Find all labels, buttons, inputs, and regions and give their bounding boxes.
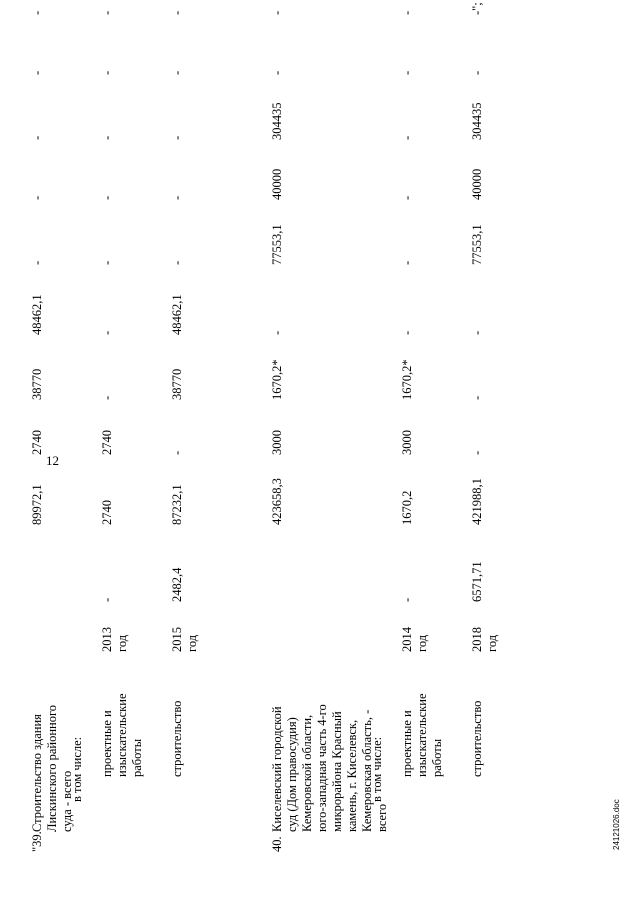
cell-c6: 77553,1 xyxy=(270,224,284,265)
cell-c8: - xyxy=(30,135,44,140)
cell-c7: - xyxy=(170,195,184,200)
cell-c2: 421988,1 xyxy=(470,478,484,525)
cell-c5: 48462,1 xyxy=(170,294,184,335)
cell-c6: 77553,1 xyxy=(470,224,484,265)
cell-desc: проектные и изыскательские работы xyxy=(400,693,444,777)
cell-c1: - xyxy=(400,597,414,602)
cell-c4: 38770 xyxy=(170,368,184,400)
cell-c3: - xyxy=(470,450,484,455)
cell-c5: - xyxy=(470,330,484,335)
cell-no: "39. xyxy=(30,831,44,852)
cell-c3: 2740 xyxy=(100,430,114,455)
cell-c9: - xyxy=(400,70,414,75)
cell-c6: - xyxy=(170,260,184,265)
cell-c8: - xyxy=(100,135,114,140)
cell-c8: 304435 xyxy=(270,102,284,140)
cell-c2: 87232,1 xyxy=(170,484,184,525)
cell-c5: - xyxy=(270,330,284,335)
cell-c10: - xyxy=(100,10,114,15)
cell-c3: 3000 xyxy=(270,430,284,455)
cell-c10: - xyxy=(170,10,184,15)
cell-c7: - xyxy=(400,195,414,200)
cell-c1: 6571,71 xyxy=(470,561,484,602)
cell-desc: проектные и изыскательские работы xyxy=(100,693,144,777)
cell-c2: 2740 xyxy=(100,500,114,525)
cell-c4: - xyxy=(100,395,114,400)
cell-c9: - xyxy=(470,70,484,75)
cell-c9: - xyxy=(270,70,284,75)
cell-c10: - xyxy=(270,10,284,15)
cell-year: 2018 год xyxy=(470,627,499,652)
cell-c2: 89972,1 xyxy=(30,484,44,525)
cell-c9: - xyxy=(170,70,184,75)
cell-c1: 2482,4 xyxy=(170,567,184,602)
cell-c6: - xyxy=(100,260,114,265)
cell-c7: 40000 xyxy=(270,168,284,200)
cell-desc: строительство xyxy=(170,700,184,777)
cell-c5: - xyxy=(400,330,414,335)
cell-desc: строительство xyxy=(470,700,484,777)
cell-c1: - xyxy=(100,597,114,602)
cell-c7: - xyxy=(30,195,44,200)
cell-c6: - xyxy=(30,260,44,265)
cell-year: 2014 год xyxy=(400,627,429,652)
cell-c3: 3000 xyxy=(400,430,414,455)
cell-c3: - xyxy=(170,450,184,455)
cell-year: 2015 год xyxy=(170,627,199,652)
cell-desc: в том числе: xyxy=(70,736,84,802)
cell-c8: - xyxy=(400,135,414,140)
cell-year: 2013 год xyxy=(100,627,129,652)
investment-table xyxy=(30,0,610,860)
footer-filename: 24121026.doc xyxy=(612,799,621,850)
cell-c5: 48462,1 xyxy=(30,294,44,335)
cell-c2: 423658,3 xyxy=(270,478,284,525)
cell-c4: 1670,2* xyxy=(270,359,284,400)
cell-c9: - xyxy=(30,70,44,75)
cell-c3: 2740 xyxy=(30,430,44,455)
cell-c7: 40000 xyxy=(470,168,484,200)
cell-c10: - xyxy=(30,10,44,15)
cell-c5: - xyxy=(100,330,114,335)
cell-desc: Киселевский городской суд (Дом правосудия) Кемеровской области, юго-западная часть 4-го микрорайона Красный камень, г. Киселевск, Кемеровская область, - всего xyxy=(270,704,389,832)
cell-c9: - xyxy=(100,70,114,75)
cell-c2: 1670,2 xyxy=(400,490,414,525)
cell-c8: 304435 xyxy=(470,102,484,140)
cell-desc: Строительство здания Лискинского районного суда - всего xyxy=(30,704,74,832)
cell-c4: - xyxy=(470,395,484,400)
cell-c8: - xyxy=(170,135,184,140)
cell-c6: - xyxy=(400,260,414,265)
cell-c7: - xyxy=(100,195,114,200)
page-number: 12 xyxy=(46,453,59,468)
cell-c10: - xyxy=(400,10,414,15)
cell-c4: 1670,2* xyxy=(400,359,414,400)
cell-no: 40. xyxy=(270,836,284,852)
cell-c10: -"; xyxy=(470,2,484,15)
cell-desc: в том числе: xyxy=(370,736,384,802)
cell-c4: 38770 xyxy=(30,368,44,400)
